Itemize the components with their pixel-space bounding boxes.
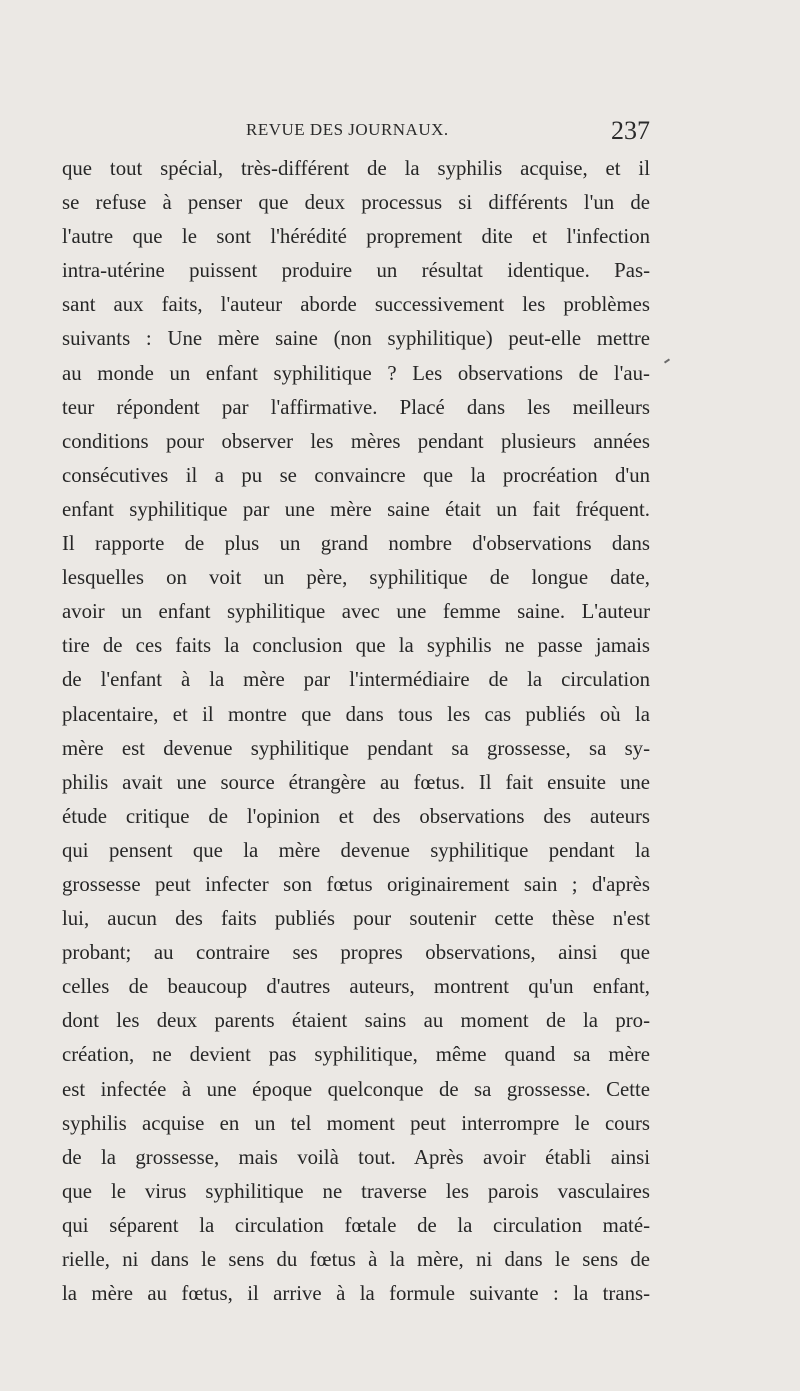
text-line: lesquelles on voit un père, syphilitique de longue date,	[62, 566, 650, 590]
text-line: au monde un enfant syphilitique ? Les observations de l'au-	[62, 361, 650, 385]
text-line: celles de beaucoup d'autres auteurs, montrent qu'un enfant,	[62, 975, 650, 999]
text-line: enfant syphilitique par une mère saine était un fait fréquent.	[62, 497, 650, 521]
body-text	[62, 152, 650, 1311]
text-line: teur répondent par l'affirmative. Placé dans les meilleurs	[62, 395, 650, 419]
text-line: probant; au contraire ses propres observations, ainsi que	[62, 941, 650, 965]
text-line: qui séparent la circulation fœtale de la circulation maté-	[62, 1213, 650, 1237]
text-line: création, ne devient pas syphilitique, même quand sa mère	[62, 1043, 650, 1067]
text-line: tire de ces faits la conclusion que la syphilis ne passe jamais	[62, 634, 650, 658]
text-line: consécutives il a pu se convaincre que la procréation d'un	[62, 463, 650, 487]
text-line: suivants : Une mère saine (non syphilitique) peut-elle mettre	[62, 327, 650, 351]
text-line: syphilis acquise en un tel moment peut interrompre le cours	[62, 1111, 650, 1135]
text-line: avoir un enfant syphilitique avec une femme saine. L'auteur	[62, 600, 650, 624]
text-line: de l'enfant à la mère par l'intermédiaire de la circulation	[62, 668, 650, 692]
text-line: étude critique de l'opinion et des observations des auteurs	[62, 804, 650, 828]
text-line: placentaire, et il montre que dans tous les cas publiés où la	[62, 702, 650, 726]
text-line: l'autre que le sont l'hérédité proprement dite et l'infection	[62, 225, 650, 249]
text-line: mère est devenue syphilitique pendant sa grossesse, sa sy-	[62, 736, 650, 760]
text-line: de la grossesse, mais voilà tout. Après avoir établi ainsi	[62, 1145, 650, 1169]
text-line: rielle, ni dans le sens du fœtus à la mère, ni dans le sens de	[62, 1248, 650, 1271]
text-line: philis avait une source étrangère au fœtus. Il fait ensuite une	[62, 770, 650, 794]
text-line: conditions pour observer les mères pendant plusieurs années	[62, 429, 650, 453]
page-number: 237	[611, 116, 650, 145]
text-line: que le virus syphilitique ne traverse les parois vasculaires	[62, 1179, 650, 1203]
text-line: qui pensent que la mère devenue syphilitique pendant la	[62, 838, 650, 862]
text-line: se refuse à penser que deux processus si différents l'un de	[62, 191, 650, 215]
page-header	[62, 118, 650, 148]
text-line: est infectée à une époque quelconque de sa grossesse. Cette	[62, 1077, 650, 1101]
running-title: REVUE DES JOURNAUX.	[246, 120, 449, 139]
margin-mark	[664, 358, 670, 363]
text-line: lui, aucun des faits publiés pour soutenir cette thèse n'est	[62, 907, 650, 931]
text-line: la mère au fœtus, il arrive à la formule suivante : la trans-	[62, 1282, 650, 1306]
text-line: intra-utérine puissent produire un résultat identique. Pas-	[62, 259, 650, 283]
text-line: sant aux faits, l'auteur aborde successivement les problèmes	[62, 293, 650, 317]
text-line: que tout spécial, très-différent de la syphilis acquise, et il	[62, 157, 650, 180]
text-line: grossesse peut infecter son fœtus originairement sain ; d'après	[62, 872, 650, 896]
text-line: dont les deux parents étaient sains au moment de la pro-	[62, 1009, 650, 1033]
text-line: Il rapporte de plus un grand nombre d'observations dans	[62, 532, 650, 556]
